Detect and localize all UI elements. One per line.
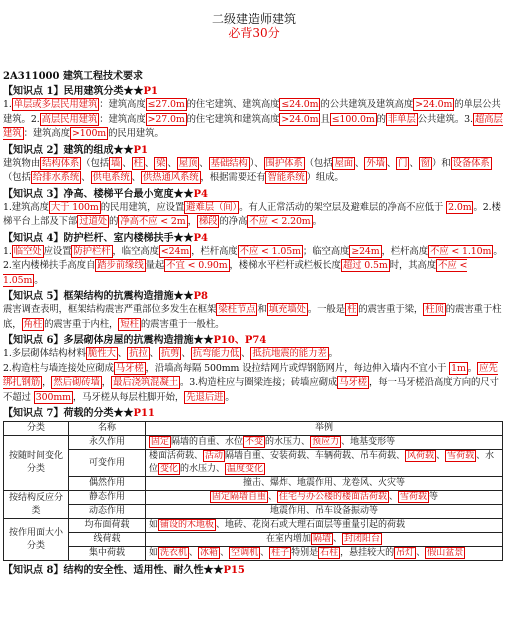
text-run: 楼面活荷载、	[149, 451, 204, 461]
kp-6-title: 【知识点 6】多层砌体房屋的抗震构造措施★★P10、P74	[3, 335, 267, 346]
text-run: 、	[267, 492, 277, 502]
highlight-term: 抵抗地震的能力差	[252, 348, 327, 359]
text-run: 、	[386, 157, 397, 169]
text-run: 、	[122, 157, 132, 169]
highlight-term: 柱	[133, 157, 143, 169]
highlight-term: 高层民用建筑	[41, 113, 98, 125]
text-run: 隔墙自重、安装荷载、车辆荷载、吊车荷载、	[225, 451, 406, 461]
text-run: 、地基变形等	[341, 437, 396, 447]
text-run: 量起	[145, 260, 165, 271]
text-run: 的住宅建筑、建筑高度	[186, 99, 280, 110]
text-run: 、	[260, 548, 270, 558]
highlight-term: 石柱	[320, 548, 339, 558]
text-run: 2.构造柱与墙连接处应砌成	[3, 362, 114, 374]
highlight-term: 梯段	[198, 216, 218, 227]
highlight-term: 超过 0.5m	[342, 260, 388, 271]
highlight-term: 门	[398, 157, 408, 169]
highlight-term: 不宜 < 0.90m	[166, 260, 228, 271]
cell-name: 线荷载	[69, 533, 146, 547]
highlight-term: 设备体系	[452, 157, 490, 169]
cell-name: 静态作用	[69, 491, 146, 505]
text-run: ，栏杆高度	[191, 245, 238, 257]
highlight-term: 不应 < 2.20m	[249, 216, 311, 227]
text-run: ，根据需要还有	[200, 172, 266, 183]
text-run: 。2.室内楼梯扶手高度自	[3, 245, 503, 271]
text-run: 。	[467, 362, 478, 374]
highlight-term: 然后砌砖墙	[53, 377, 100, 388]
text-run: 的民用建筑。	[108, 128, 164, 139]
cell-example	[146, 436, 503, 450]
text-run: 的震害重于梁，	[358, 304, 424, 315]
highlight-term: 抗拉	[129, 348, 148, 359]
text-run: 震害调查表明，框架结构震害严重部位多发生在框架	[3, 304, 217, 315]
highlight-term: 固定隔墙自重	[211, 492, 266, 502]
text-run: 的水压力、	[265, 437, 311, 447]
highlight-term: 围护体系	[265, 157, 303, 169]
highlight-term: >24.0m	[415, 99, 453, 110]
doc-subtitle: 必背30分	[228, 26, 280, 40]
kp-1-title: 【知识点 1】民用建筑分类★★P1	[3, 86, 158, 97]
text-run: 、	[389, 492, 399, 502]
text-run: ，每一马牙槎沿高度方向的尺寸不超过	[3, 377, 499, 403]
text-run: 。一般是	[307, 304, 345, 315]
highlight-term: 雪荷载	[447, 451, 475, 461]
highlight-term: 给排水系统	[32, 172, 80, 183]
text-run: ，临空高度	[112, 245, 159, 257]
text-run: 1.	[3, 245, 12, 257]
th-category: 分类	[4, 422, 69, 436]
highlight-term: 先退后进	[186, 391, 224, 403]
text-run: 、	[409, 157, 419, 169]
cell-example	[146, 491, 503, 505]
text-run: （包括	[304, 157, 333, 169]
text-run: 建筑物由	[3, 157, 41, 169]
highlight-term: 大于 100m	[50, 201, 99, 213]
text-run: 、	[199, 157, 209, 169]
highlight-term: 不应 < 1.10m	[429, 245, 492, 257]
cell-name: 均布面荷载	[69, 519, 146, 533]
highlight-term: ≥24m	[351, 245, 380, 257]
text-run: 1.多层砌体结构材料	[3, 348, 86, 359]
text-run: 的住宅建筑和建筑高度	[186, 113, 280, 125]
highlight-term: 净高不应 < 2m	[120, 216, 186, 227]
highlight-term: 不变	[245, 437, 264, 447]
highlight-term: 空调机	[231, 548, 259, 558]
cell-category: 按随时间变化分类	[4, 436, 69, 491]
text-run: （包括	[3, 172, 31, 183]
cell-name: 永久作用	[69, 436, 146, 450]
highlight-term: 马牙槎	[339, 377, 367, 388]
kp-6-text	[3, 347, 505, 405]
text-run: ；临空高度	[302, 245, 350, 257]
text-run: 1.	[3, 99, 12, 110]
kp-1-text	[3, 98, 505, 142]
text-run: ，悬挂较大的	[340, 548, 395, 558]
highlight-term: <24m	[160, 245, 190, 257]
kp-4-title: 【知识点 4】防护栏杆、室内楼梯扶手★★P4	[3, 232, 208, 244]
highlight-term: >24.0m	[281, 113, 319, 125]
text-run: 特别是	[291, 548, 319, 558]
text-run: ，	[42, 377, 52, 388]
text-run: ）组成。	[306, 172, 344, 183]
text-run: ：建筑高度	[99, 113, 146, 125]
cell-name: 偶然作用	[69, 477, 146, 491]
highlight-term: 基础结构	[210, 157, 248, 169]
highlight-term: 避难层（间）	[186, 201, 238, 213]
highlight-term: >100m	[71, 128, 107, 139]
highlight-term: 不应 < 1.05m	[239, 245, 301, 257]
text-run: 、	[436, 451, 446, 461]
cell-category: 按作用面大小分类	[4, 519, 69, 561]
text-run: ，沿墙高每隔 500mm 设拉结网片或焊钢筋网片，每边伸入墙内不宜小于	[145, 362, 450, 374]
th-example: 举例	[146, 422, 503, 436]
text-run: 的震害重于一般柱。	[140, 318, 225, 330]
highlight-term: 梁	[156, 157, 166, 169]
doc-title: 二级建造师建筑	[211, 12, 296, 26]
text-run: ：建筑高度	[23, 128, 70, 139]
cell-name: 可变作用	[69, 450, 146, 477]
cell-name: 动态作用	[69, 505, 146, 519]
highlight-term: 单层或多层民用建筑	[13, 99, 98, 110]
kp-2-title: 【知识点 2】建筑的组成★★P1	[3, 144, 148, 156]
text-run: （包括	[81, 157, 110, 169]
text-run: 的水压力、	[180, 464, 226, 474]
kp-3-title: 【知识点 3】净高、楼梯平台最小宽度★★P4	[3, 188, 208, 200]
highlight-term: 窗	[420, 157, 431, 169]
text-run: 、	[181, 348, 191, 359]
text-run: 等	[429, 492, 439, 502]
highlight-term: 洗衣机	[160, 548, 188, 558]
highlight-term: 雪荷载	[400, 492, 428, 502]
text-run: 的震害重于内柱，	[44, 318, 119, 330]
highlight-term: ≤27.0m	[147, 99, 185, 110]
highlight-term: 短柱	[120, 318, 139, 330]
cell-example	[146, 533, 503, 547]
text-run: 的净高	[219, 216, 248, 227]
highlight-term: 过道处	[79, 216, 108, 227]
highlight-term: 最后浇筑混凝土	[113, 377, 178, 388]
th-name: 名称	[69, 422, 146, 436]
text-run: 公共建筑。3.	[417, 113, 473, 125]
highlight-term: 吊灯	[396, 548, 415, 558]
cell-example	[146, 547, 503, 561]
text-run: 时，其高度	[389, 260, 437, 271]
text-run: ）、	[249, 157, 264, 169]
text-run: ，马牙槎从每层柱脚开始，	[72, 391, 185, 403]
text-run: 、	[81, 172, 91, 183]
cell-example: 撞击、爆炸、地震作用、龙卷风、火灾等	[146, 477, 503, 491]
highlight-term: 供热通风系统	[142, 172, 199, 183]
highlight-term: 外墙	[366, 157, 385, 169]
text-run: 的震害重于柱底，	[3, 304, 502, 330]
highlight-term: 马牙槎	[115, 362, 144, 374]
text-run: 。	[225, 391, 235, 403]
highlight-term: 应先绑扎钢筋	[3, 362, 498, 388]
cell-example	[146, 450, 503, 477]
highlight-term: 智能系统	[267, 172, 305, 183]
text-run: ：建筑高度	[99, 99, 146, 110]
text-run: ，	[101, 377, 112, 388]
text-run: 且	[320, 113, 330, 125]
text-run: 、	[167, 157, 177, 169]
highlight-term: 假山盆景	[427, 548, 464, 558]
text-run: ）和	[432, 157, 451, 169]
text-run: 的民用建筑，应设置	[100, 201, 185, 213]
text-run: 。	[34, 274, 44, 286]
text-run: 。有人正常活动的架空层及避难层的净高不应低于	[239, 201, 447, 213]
text-run: 和	[257, 304, 267, 315]
kp-5-title: 【知识点 5】框架结构的抗震构造措施★★P8	[3, 291, 208, 302]
highlight-term: 风荷载	[407, 451, 435, 461]
text-run: 、	[355, 157, 365, 169]
highlight-term: 固定	[151, 437, 170, 447]
highlight-term: 柱	[346, 304, 357, 315]
highlight-term: 预应力	[312, 437, 340, 447]
highlight-term: 活动	[205, 451, 224, 461]
highlight-term: 超高层建筑	[3, 113, 503, 139]
text-run: 、	[144, 157, 155, 169]
highlight-term: 屋顶	[178, 157, 198, 169]
highlight-term: 梁柱节点	[218, 304, 256, 315]
highlight-term: 踏步前缘线	[97, 260, 144, 271]
highlight-term: 防护栏杆	[73, 245, 111, 257]
text-run: 如	[149, 520, 159, 530]
text-run: 。3.构造柱应与圈梁连接；砖墙应砌成	[180, 377, 338, 388]
highlight-term: 屋面	[334, 157, 354, 169]
highlight-term: 隔墙	[312, 534, 331, 544]
kp-3-text	[3, 201, 505, 230]
highlight-term: 2.0m	[448, 201, 472, 213]
text-run: 在室内增加	[265, 534, 311, 544]
highlight-term: >27.0m	[147, 113, 185, 125]
highlight-term: 供电系统	[92, 172, 130, 183]
highlight-term: ≤100.0m	[331, 113, 375, 125]
text-run: 的	[109, 216, 119, 227]
kp-5-text	[3, 303, 505, 332]
highlight-term: 1m	[451, 362, 466, 374]
text-run: 、水位	[149, 451, 495, 474]
text-run: 、	[117, 348, 128, 359]
cell-name: 集中荷载	[69, 547, 146, 561]
text-run: 、地砖、花岗石或大理石面层等重量引起的荷载	[216, 520, 406, 530]
text-run: 、	[189, 548, 199, 558]
text-run: 1.建筑高度	[3, 201, 49, 213]
highlight-term: 住宅与办公楼的楼面活荷载	[278, 492, 387, 502]
text-run: 的单层公共建筑。2.	[3, 99, 501, 125]
text-run: 。	[312, 216, 322, 227]
kp-2-text	[3, 157, 505, 186]
text-run: 的	[376, 113, 386, 125]
highlight-term: 柱子	[271, 548, 290, 558]
highlight-term: 非单层	[387, 113, 416, 125]
text-run: 应设置	[43, 245, 72, 257]
highlight-term: 抗弯能力低	[192, 348, 240, 359]
text-run: 、	[149, 348, 159, 359]
highlight-term: 临空处	[13, 245, 42, 257]
highlight-term: 填充墙处	[268, 304, 306, 315]
highlight-term: ≤24.0m	[281, 99, 319, 110]
highlight-term: 角柱	[23, 318, 43, 330]
highlight-term: 冰箱	[200, 548, 219, 558]
highlight-term: 变化	[160, 464, 179, 474]
text-run: 。	[328, 348, 338, 359]
highlight-term: 柱顶	[425, 304, 444, 315]
highlight-term: 抗剪	[160, 348, 180, 359]
text-run: 如	[149, 548, 159, 558]
cell-example	[146, 519, 503, 533]
text-run: 隔墙的自重、水位	[171, 437, 244, 447]
kp-8-title: 【知识点 8】结构的安全性、适用性、耐久性★★P15	[3, 565, 245, 576]
text-run: 、	[220, 548, 230, 558]
highlight-term: 铺设的木地板	[160, 520, 215, 530]
text-run: 、	[416, 548, 426, 558]
highlight-term: 不应 < 1.05m	[3, 260, 468, 286]
text-run: 的公共建筑及建筑高度	[320, 99, 414, 110]
highlight-term: 脆性大	[87, 348, 116, 359]
kp-7-title: 【知识点 7】荷载的分类★★P11	[3, 408, 155, 419]
highlight-term: 结构体系	[42, 157, 80, 169]
highlight-term: 墙	[111, 157, 121, 169]
kp-4-text	[3, 245, 505, 289]
text-run: ，	[187, 216, 197, 227]
highlight-term: 封闭阳台	[344, 534, 381, 544]
text-run: 。2.楼梯平台上部及下部	[3, 201, 501, 227]
text-run: 、	[333, 534, 343, 544]
load-classification-table	[3, 421, 503, 561]
text-run: 、	[131, 172, 141, 183]
cell-category: 按结构反应分类	[4, 491, 69, 519]
highlight-term: 300mm	[35, 391, 71, 403]
text-run: ，栏杆高度	[381, 245, 428, 257]
highlight-term: 温度变化	[227, 464, 264, 474]
text-run: ，楼梯水平栏杆或栏板长度	[229, 260, 341, 271]
cell-example: 地震作用、吊车设备振动等	[146, 505, 503, 519]
section-title: 2A311000 建筑工程技术要求	[3, 71, 143, 82]
text-run: 、	[241, 348, 251, 359]
